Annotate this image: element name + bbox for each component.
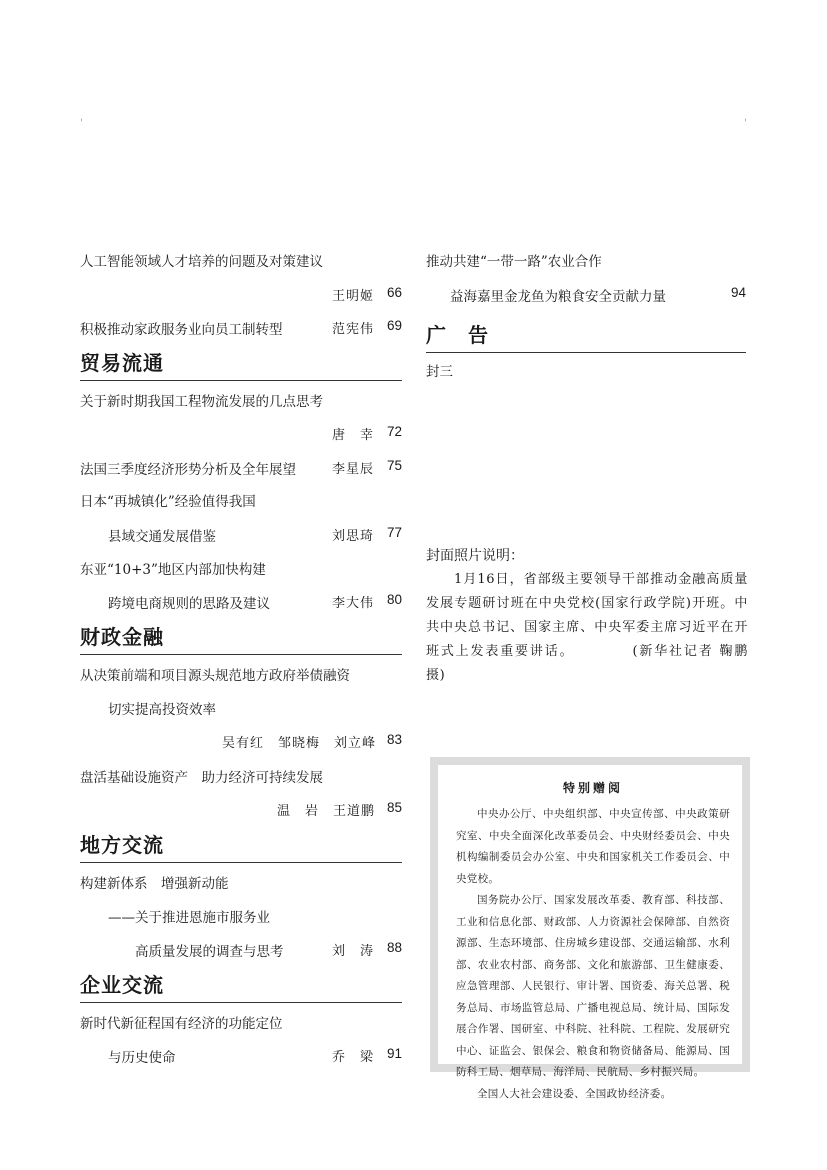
entry-author: 王明姬 xyxy=(332,289,375,304)
entry-title: 东亚“10+3”地区内部加快构建 xyxy=(80,562,266,578)
entry-title: 益海嘉里金龙鱼为粮食安全贡献力量 xyxy=(450,289,666,305)
entry-author: 刘 涛 xyxy=(332,944,375,959)
section-header xyxy=(80,968,402,1003)
section-title: 地方交流 xyxy=(80,833,164,857)
section-title: 企业交流 xyxy=(80,973,164,997)
entry-author: 李星辰 xyxy=(332,462,375,477)
entry-title: 县域交通发展借鉴 xyxy=(108,529,216,545)
entry-author: 刘思琦 xyxy=(332,529,375,544)
entry-page: 85 xyxy=(386,800,402,815)
entry-page: 75 xyxy=(386,458,402,473)
entry-page: 91 xyxy=(386,1046,402,1061)
entry-author: 吴有红 邹晓梅 刘立峰 xyxy=(222,736,377,751)
entry-page: 72 xyxy=(386,424,402,439)
box-paragraph: 中央办公厅、中央组织部、中央宣传部、中央政策研究室、中央全面深化改革委员会、中央财经委员会、中央机构编制委员会办公室、中央和国家机关工作委员会、中央党校。 xyxy=(456,808,730,885)
entry-title: 构建新体系 增强新动能 xyxy=(80,876,229,892)
section-title: 财政金融 xyxy=(80,625,164,649)
entry-page: 69 xyxy=(386,318,402,333)
cover-caption-heading: 封面照片说明： xyxy=(426,548,524,564)
section-title: 贸易流通 xyxy=(80,351,164,375)
entry-author: 温 岩 王道鹏 xyxy=(277,804,376,819)
crop-mark-left: ' xyxy=(80,118,83,129)
entry-title: 封三 xyxy=(426,364,453,380)
entry-title: 跨境电商规则的思路及建议 xyxy=(108,596,270,612)
entry-title: 日本“再城镇化”经验值得我国 xyxy=(80,494,256,510)
entry-author: 李大伟 xyxy=(332,596,375,611)
section-header xyxy=(426,318,746,353)
entry-author: 唐 幸 xyxy=(332,428,375,443)
entry-title: 推动共建“一带一路”农业合作 xyxy=(426,254,602,270)
section-title: 广 告 xyxy=(426,323,489,347)
entry-title: 关于新时期我国工程物流发展的几点思考 xyxy=(80,394,323,410)
special-distribution-box xyxy=(430,757,750,1100)
box-paragraph: 国务院办公厅、国家发展改革委、教育部、科技部、工业和信息化部、财政部、人力资源社会保障部、自然资源部、生态环境部、住房城乡建设部、交通运输部、水利部、农业农村部、商务部、文化和旅游部、卫生健康委、应急管理部、人民银行、审计署、国资委、海关总署、税务总局、市场监管总局、广播电视总局、统计局、国际发展合作署、国研室、中科院、社科院、工程院、发展研究中心、证监会、银保会、粮食和物资储备局、能源局、国防科工局、烟草局、海洋局、民航局、乡村振兴局。 xyxy=(456,894,730,1078)
entry-title: 与历史使命 xyxy=(108,1050,176,1066)
entry-title: 盘活基础设施资产 助力经济可持续发展 xyxy=(80,770,323,786)
entry-author: 范宪伟 xyxy=(332,322,375,337)
section-header xyxy=(80,346,402,381)
section-header xyxy=(80,620,402,655)
entry-title: 新时代新征程国有经济的功能定位 xyxy=(80,1016,283,1032)
entry-page: 80 xyxy=(386,592,402,607)
entry-page: 77 xyxy=(386,525,402,540)
entry-page: 66 xyxy=(386,285,402,300)
entry-title: 法国三季度经济形势分析及全年展望 xyxy=(80,462,296,478)
entry-title: 从决策前端和项目源头规范地方政府举债融资 xyxy=(80,668,350,684)
entry-author: 乔 梁 xyxy=(332,1050,375,1065)
entry-title: 高质量发展的调查与思考 xyxy=(135,944,284,960)
entry-title: 人工智能领域人才培养的问题及对策建议 xyxy=(80,254,323,270)
entry-page: 94 xyxy=(730,285,746,300)
special-distribution-inner xyxy=(438,765,742,1100)
cover-caption-body: 1月16日，省部级主要领导干部推动金融高质量发展专题研讨班在中央党校(国家行政学院)开班。中共中央总书记、国家主席、中央军委主席习近平在开班式上发表重要讲话。 xyxy=(426,572,748,659)
entry-page: 88 xyxy=(386,940,402,955)
entry-title: ——关于推进恩施市服务业 xyxy=(108,910,270,926)
entry-title: 切实提高投资效率 xyxy=(108,702,216,718)
box-title: 特别赠阅 xyxy=(562,781,623,795)
cover-photo-credit: (新华社记者 鞠鹏 摄) xyxy=(426,644,748,683)
box-paragraph: 全国人大社会建设委、全国政协经济委。 xyxy=(477,1087,672,1100)
cover-caption-text xyxy=(426,568,748,688)
entry-title: 积极推动家政服务业向员工制转型 xyxy=(80,322,283,338)
crop-mark-right: ' xyxy=(744,118,747,129)
section-header xyxy=(80,828,402,863)
entry-page: 83 xyxy=(386,732,402,747)
